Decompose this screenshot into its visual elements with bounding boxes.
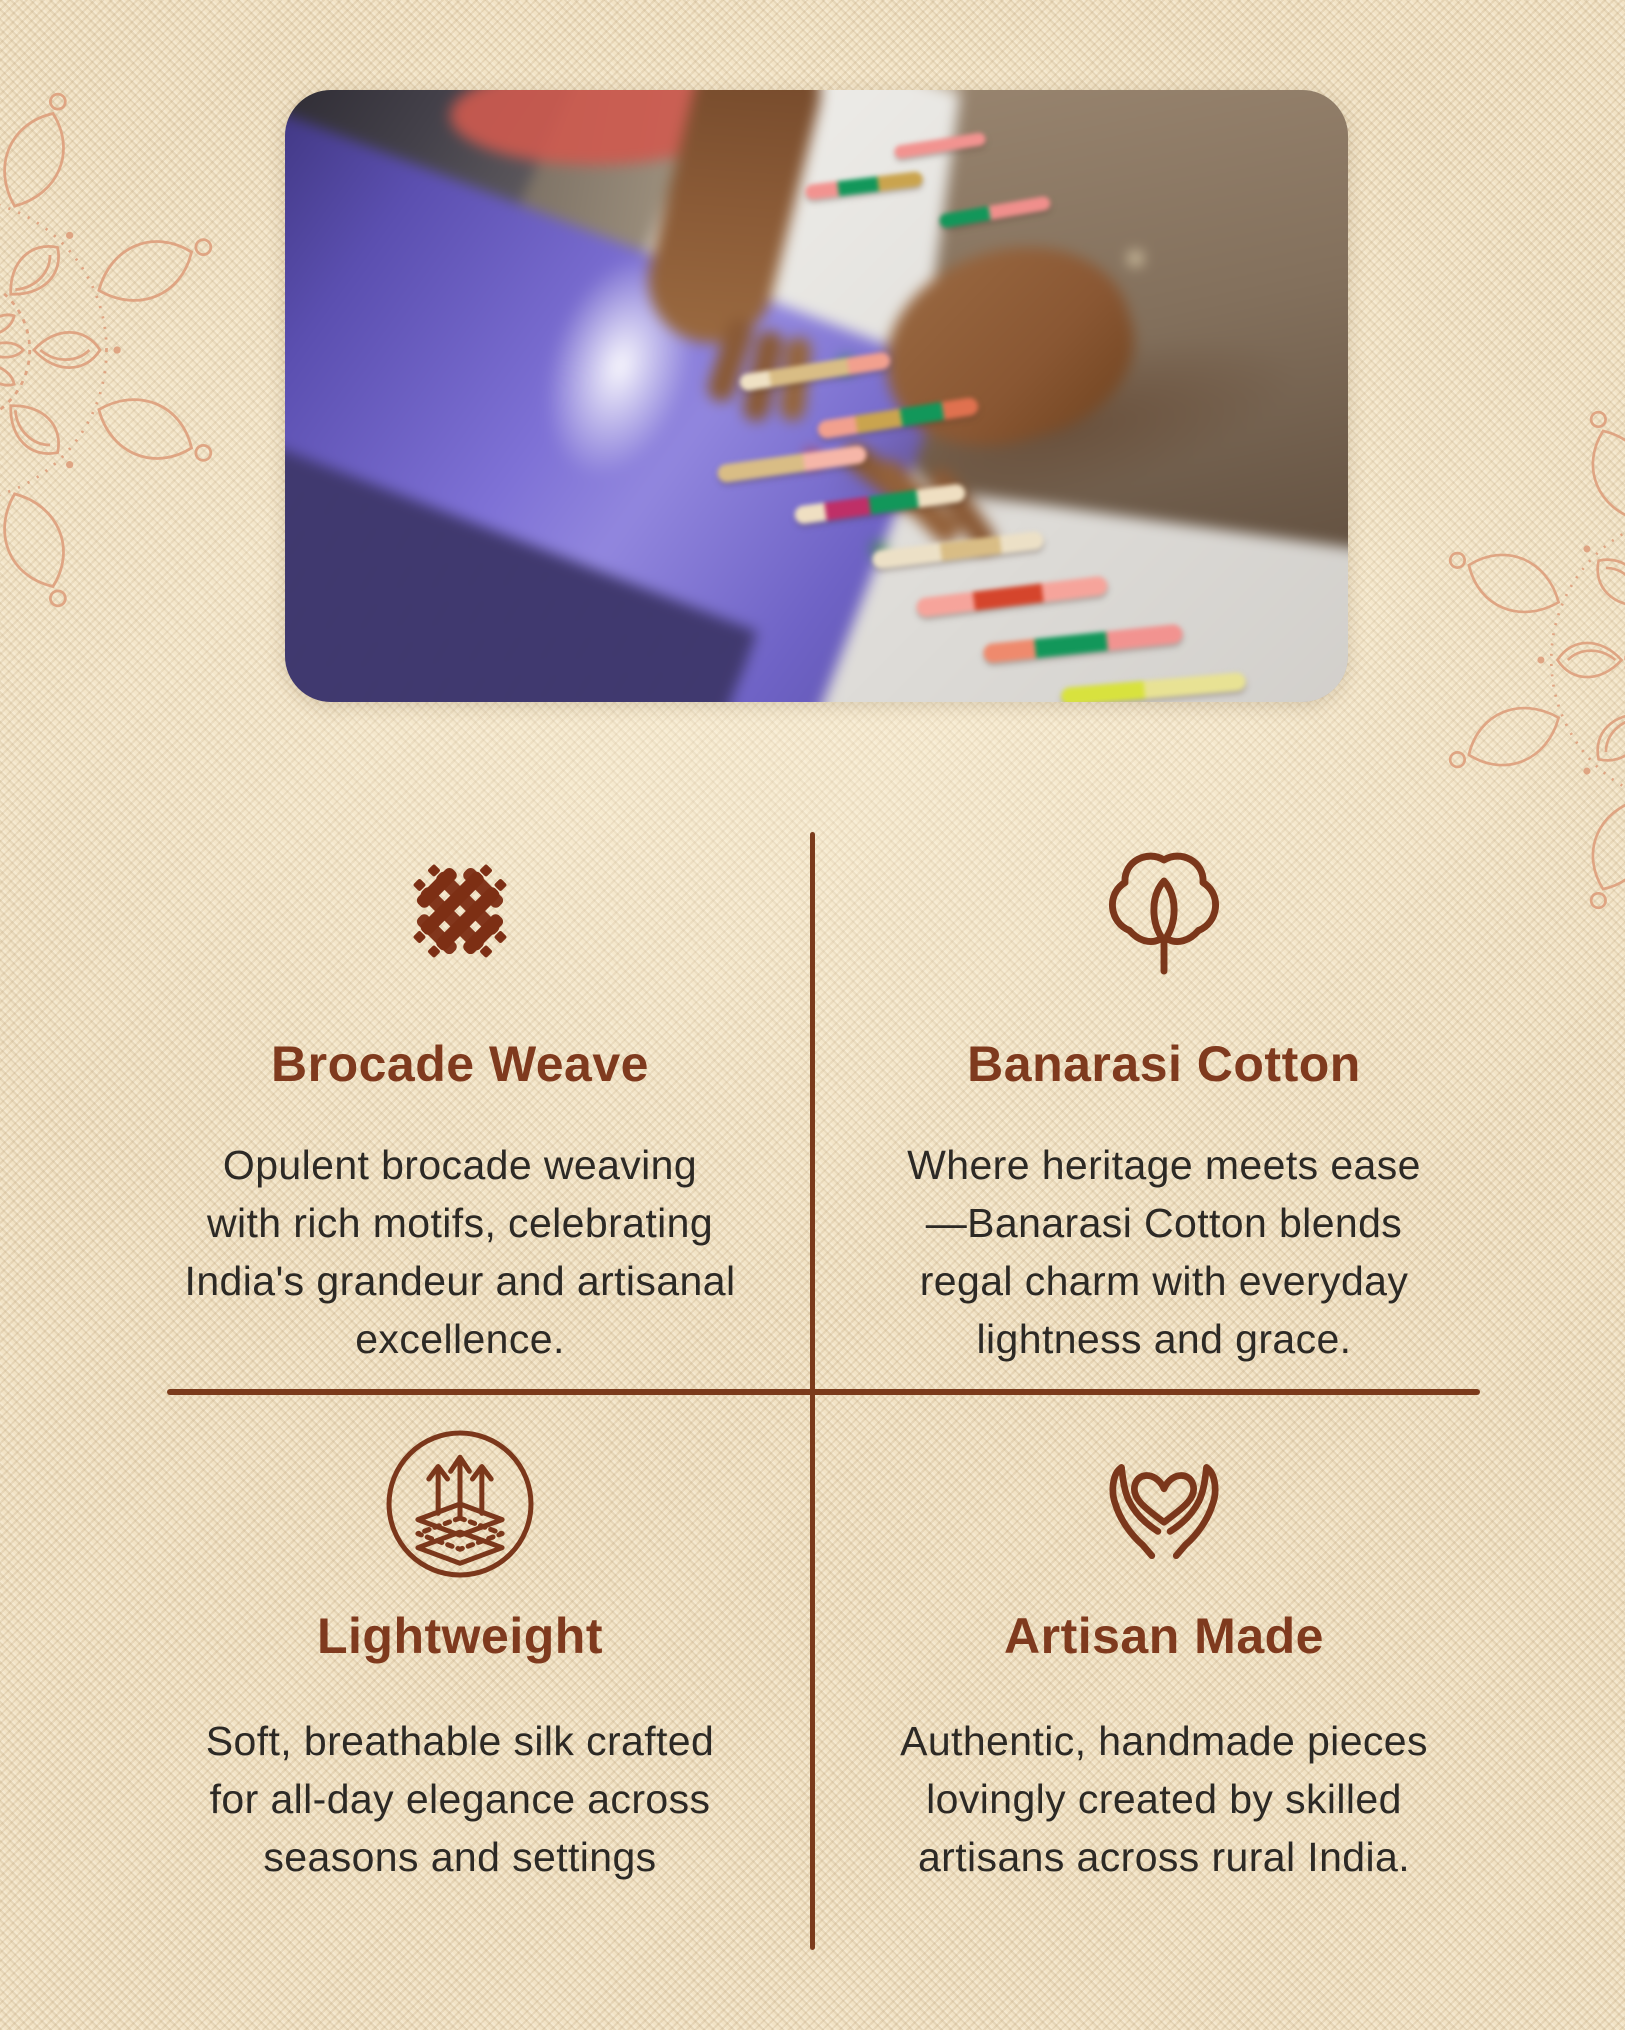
description-line: Soft, breathable silk crafted xyxy=(205,1718,715,1764)
thread-spool xyxy=(894,131,987,158)
thread-spool xyxy=(872,531,1045,570)
feature-artisan-made xyxy=(840,1426,1488,1886)
description-line: India's grandeur and artisanal xyxy=(184,1258,736,1304)
thread-spool xyxy=(983,623,1184,663)
description-line: Where heritage meets ease xyxy=(907,1142,1421,1188)
description-line: regal charm with everyday xyxy=(919,1258,1409,1304)
mandala-ornament-left-icon xyxy=(0,30,275,670)
description-line: —Banarasi Cotton blends xyxy=(925,1200,1403,1246)
thread-spool xyxy=(938,195,1051,228)
description-line: artisans across rural India. xyxy=(917,1834,1410,1880)
breathable-layers-icon xyxy=(136,1426,784,1582)
cotton-boll-icon xyxy=(840,838,1488,984)
feature-title: Artisan Made xyxy=(1004,1608,1324,1664)
hero-photo xyxy=(285,90,1348,702)
thread-spool xyxy=(1060,672,1246,702)
feature-title: Brocade Weave xyxy=(271,1036,649,1092)
thread-spool xyxy=(805,171,924,200)
feature-banarasi-cotton xyxy=(840,838,1488,1368)
thread-spool xyxy=(816,397,979,440)
horizontal-divider xyxy=(167,1389,1480,1395)
thread-spool xyxy=(916,576,1109,618)
thread-spools-layer xyxy=(285,90,1348,702)
description-line: Opulent brocade weaving xyxy=(222,1142,698,1188)
description-line: lightness and grace. xyxy=(976,1316,1352,1362)
feature-description xyxy=(840,1712,1488,1886)
feature-lightweight xyxy=(136,1426,784,1886)
description-line: with rich motifs, celebrating xyxy=(206,1200,714,1246)
feature-title: Lightweight xyxy=(317,1608,603,1664)
description-line: for all-day elegance across xyxy=(209,1776,711,1822)
description-line: seasons and settings xyxy=(263,1834,657,1880)
thread-spool xyxy=(716,445,867,484)
feature-title: Banarasi Cotton xyxy=(967,1036,1361,1092)
feature-description xyxy=(136,1136,784,1368)
thread-spool xyxy=(794,483,967,525)
description-line: excellence. xyxy=(355,1316,565,1362)
description-line: Authentic, handmade pieces xyxy=(900,1718,1428,1764)
hands-holding-heart-icon xyxy=(840,1426,1488,1582)
description-line: lovingly created by skilled xyxy=(926,1776,1402,1822)
feature-description xyxy=(840,1136,1488,1368)
brocade-weave-icon xyxy=(136,838,784,984)
feature-brocade-weave xyxy=(136,838,784,1368)
feature-description xyxy=(136,1712,784,1886)
thread-spool xyxy=(738,351,891,392)
